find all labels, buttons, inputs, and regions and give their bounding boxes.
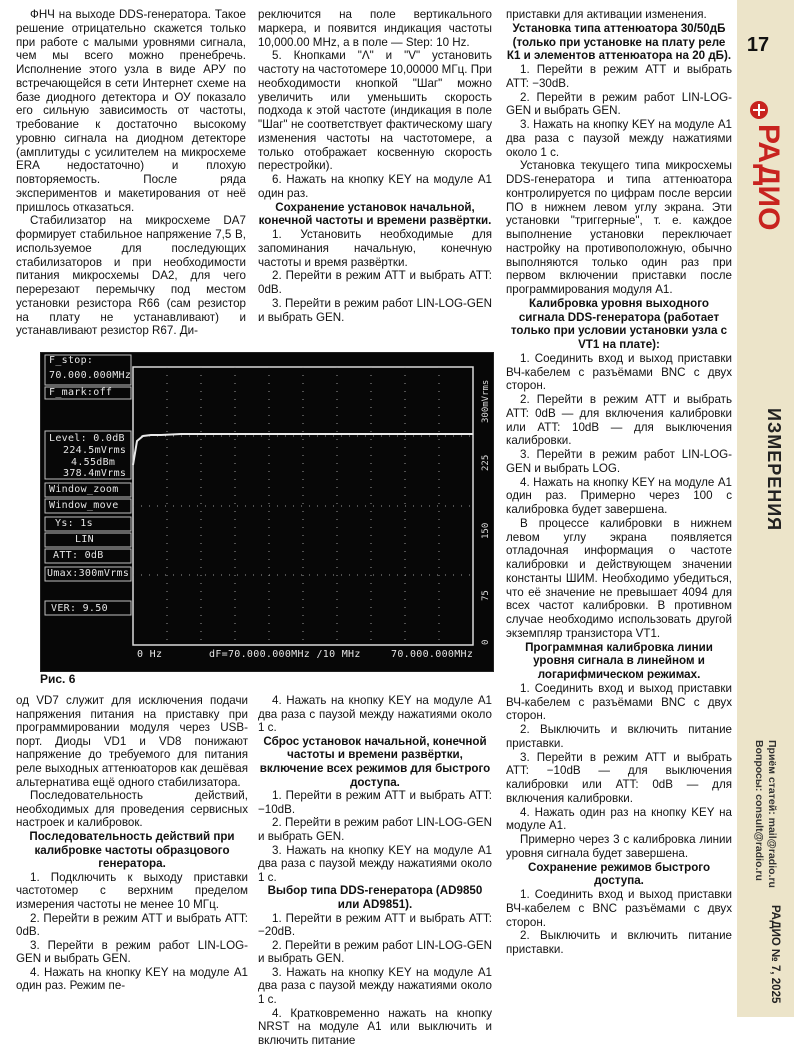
paragraph: 1. Соединить вход и выход приставки ВЧ-кабелем с разъёмами BNC с двух сторон. [506, 351, 732, 393]
osd-x-mid: dF=70.000.000MHz /10 MHz [209, 649, 361, 660]
osd-umax: Umax:300mVrms [47, 568, 130, 579]
osd-x-end: 70.000.000MHz [391, 649, 474, 660]
osd-x-start: 0 Hz [137, 649, 163, 660]
paragraph: В процессе калибровки в нижнем левом углу экрана появляется отладочная информация о частоте калибровки и действующем значении константы ШИМ. Необходимо убедиться, что её значение не превышает 4094 для всех частот калибровки. В противном случае необходимо использовать другой экземпляр транзистора VT1. [506, 516, 732, 640]
osd-value-3: 378.4mVrms [63, 468, 127, 479]
contact-line-1: Приём статей: mail@radio.ru [766, 740, 778, 888]
paragraph: 4. Нажать один раз на кнопку KEY на модуле A1. [506, 805, 732, 833]
contact-info [752, 740, 778, 888]
paragraph: Установка текущего типа микросхемы DDS-генератора и типа аттенюатора контролируется по цифрам после версии ПО в нижнем левом углу экрана. Эти установки "триггерные", т. е. каждое выполнение установки переключает настройку на противоположную, обычно выполняются только один раз при первом включении приставки после программирования модуля A1. [506, 159, 732, 296]
subheading: Последовательность действий при калибровке частоты образцового генератора. [29, 829, 235, 871]
paragraph: ФНЧ на выходе DDS-генератора. Такое решение отрицательно скажется только при работе с малыми уровнями сигнала, чем мы всего можно пренебречь. Исполнение этого узла в виде АРУ по встречающейся в сети Интернет схеме на базе диодного детектора и ОУ показало его сильную зависимость от частоты, требование к достаточно высокому уровню сигнала на диодном детекторе (амплитуды с усилителем на микросхеме ERA недостаточно) и плохую повторяемость. После ряда экспериментов и макетирования от неё пришлось отказаться. [16, 8, 246, 214]
paragraph: 3. Нажать на кнопку KEY на модуле A1 два раза с паузой между нажатиями около 1 с. [506, 118, 732, 159]
subheading: Установка типа аттенюатора 30/50дБ (только при установке на плату реле К1 и элементов аттенюатора на 20 дБ). [506, 21, 732, 63]
subheading: Сброс установок начальной, конечной частоты и времени развёртки, включение всех режимов для быстрого доступа. [259, 734, 491, 789]
osd-y-150: 150 [481, 522, 491, 539]
osd-att: ATT: 0dB [53, 550, 104, 561]
paragraph: 2. Перейти в режим ATT и выбрать ATT: 0dB — для включения калибровки или ATT: 10dB — для выключения калибровки. [506, 393, 732, 448]
paragraph: 1. Перейти в режим ATT и выбрать ATT: −10dB. [258, 789, 492, 816]
osd-ys: Ys: 1s [55, 518, 93, 529]
subheading: Программная калибровка линии уровня сигнала в линейном и логарифмическом режимах. [525, 640, 713, 681]
paragraph: 4. Нажать на кнопку KEY на модуле A1 один раз. Режим пе- [16, 965, 248, 993]
subheading: Выбор типа DDS-генератора (AD9850 или AD9851). [267, 884, 483, 911]
text-column-3 [506, 8, 732, 957]
subheading: Сохранение установок начальной, конечной частоты и времени развёртки. [258, 200, 492, 228]
radio-logo-icon [744, 100, 785, 290]
osd-y-300: 300mVrms [481, 379, 491, 423]
subheading: Сохранение режимов быстрого доступа. [527, 860, 711, 888]
text-column-1-lower [16, 694, 248, 1014]
paragraph: Последовательность действий, необходимых для проведения сервисных настроек и калибровок. [16, 789, 248, 830]
osd-version: VER: 9.50 [51, 603, 108, 614]
paragraph: 3. Перейти в режим работ LIN-LOG-GEN и выбрать LOG. [506, 448, 732, 475]
logo-text: РАДИО [752, 124, 785, 231]
paragraph: 4. Нажать на кнопку KEY на модуле A1 два раза с паузой между нажатиями около 1 с. [258, 694, 492, 735]
paragraph: 2. Перейти в режим ATT и выбрать ATT: 0dB. [16, 911, 248, 939]
paragraph: 1. Соединить вход и выход приставки ВЧ-кабелем с разъёмами BNC с двух сторон. [506, 681, 732, 723]
osd-y-225: 225 [481, 454, 491, 471]
text-column-1 [16, 8, 246, 338]
paragraph: 1. Перейти в режим ATT и выбрать ATT: −30dB. [506, 63, 732, 90]
text-column-2 [258, 8, 492, 324]
screen-grid [41, 353, 493, 671]
oscilloscope-screenshot [40, 352, 494, 672]
paragraph: 2. Выключить и включить питание приставки. [506, 929, 732, 956]
paragraph: 4. Кратковременно нажать на кнопку NRST на модуле A1 или выключить и включить питание [258, 1006, 492, 1047]
paragraph: 2. Перейти в режим работ LIN-LOG-GEN и выбрать GEN. [506, 90, 732, 118]
paragraph: 1. Соединить вход и выход приставки ВЧ-кабелем с BNC разъёмами с двух сторон. [506, 888, 732, 929]
paragraph: 5. Кнопками "Λ" и "V" установить частоту на частотомере 10,00000 МГц. При необходимости кнопкой "Шаг" можно увеличить или уменьшить скорость подхода к этой частоте (индикация в поле "Шаг" не соответствует фактическому шагу изменения частоты на частотомере, а только отображает косвенную скорость перестройки). [258, 49, 492, 173]
osd-fstop-label: F_stop: [49, 355, 94, 366]
paragraph: од VD7 служит для исключения подачи напряжения питания на приставку при программировании модуля через USB-порт. Диоды VD1 и VD8 понижают напряжение до требуемого для питания реле выходных аттенюаторов как дешёвая альтернатива ещё одного стабилизатора. [16, 694, 248, 789]
paragraph: реключится на поле вертикального маркера, и появится индикация частоты 10,000.00 MHz, а в поле — Step: 10 Hz. [258, 8, 492, 49]
paragraph: Примерно через 3 с калибровка линии уровня сигнала будет завершена. [506, 833, 732, 860]
paragraph: 2. Перейти в режим ATT и выбрать ATT: 0dB. [258, 269, 492, 296]
figure-caption: Рис. 6 [40, 672, 76, 686]
paragraph: 4. Нажать на кнопку KEY на модуле A1 один раз. Примерно через 100 с калибровка будет завершена. [506, 475, 732, 516]
paragraph: 1. Установить необходимые для запоминания начальную, конечную частоты и время развёртки. [258, 228, 492, 269]
paragraph: 2. Перейти в режим работ LIN-LOG-GEN и выбрать GEN. [258, 938, 492, 966]
osd-value-2: 4.55dBm [71, 457, 116, 468]
osd-value-1: 224.5mVrms [63, 445, 127, 456]
paragraph: 1. Перейти в режим ATT и выбрать ATT: −20dB. [258, 911, 492, 939]
paragraph: 3. Перейти в режим работ LIN-LOG-GEN и выбрать GEN. [16, 938, 248, 966]
paragraph: Стабилизатор на микросхеме DA7 формирует стабильное напряжение 7,5 В, используемое для последующих стабилизаторов и при необходимости питания микросхемы DA2, для чего перерезают перемычку под местом установки резистора R66 (сам резистор на плату не устанавливают) и устанавливают резистор R67. Ди- [16, 214, 246, 338]
text-column-2-lower [258, 694, 492, 1047]
paragraph: 3. Перейти в режим ATT и выбрать ATT: −10dB — для выключения калибровки или ATT: 0dB — для включения калибровки. [506, 750, 732, 805]
osd-y-75: 75 [481, 590, 491, 601]
paragraph: 3. Перейти в режим работ LIN-LOG-GEN и выбрать GEN. [258, 296, 492, 324]
osd-level: Level: 0.0dB [49, 433, 125, 444]
osd-y-0: 0 [481, 639, 491, 645]
section-title: ИЗМЕРЕНИЯ [764, 408, 784, 532]
paragraph: 3. Нажать на кнопку KEY на модуле A1 два раза с паузой между нажатиями около 1 с. [258, 965, 492, 1007]
osd-lin: LIN [75, 534, 94, 545]
issue-info: РАДИО № 7, 2025 [769, 905, 781, 1004]
paragraph: 6. Нажать на кнопку KEY на модуле A1 один раз. [258, 173, 492, 200]
osd-window-zoom: Window_zoom [49, 484, 119, 495]
paragraph: приставки для активации изменения. [506, 8, 707, 21]
contact-line-2: Вопросы: consult@radio.ru [753, 740, 765, 881]
page-number: 17 [746, 34, 770, 56]
osd-fmark: F_mark:off [49, 387, 113, 398]
subheading: Калибровка уровня выходного сигнала DDS-генератора (работает только при условии установки узла с VT1 на плате): [510, 296, 728, 351]
paragraph: 1. Подключить к выходу приставки частотомер с верхним пределом измерения частоты не менее 10 МГц. [16, 870, 248, 911]
paragraph: 2. Выключить и включить питание приставки. [506, 723, 732, 750]
paragraph: 2. Перейти в режим работ LIN-LOG-GEN и выбрать GEN. [258, 816, 492, 843]
paragraph: 3. Нажать на кнопку KEY на модуле A1 два раза с паузой между нажатиями около 1 с. [258, 843, 492, 884]
osd-fstop-value: 70.000.000MHz [49, 370, 132, 381]
osd-window-move: Window_move [49, 500, 119, 511]
